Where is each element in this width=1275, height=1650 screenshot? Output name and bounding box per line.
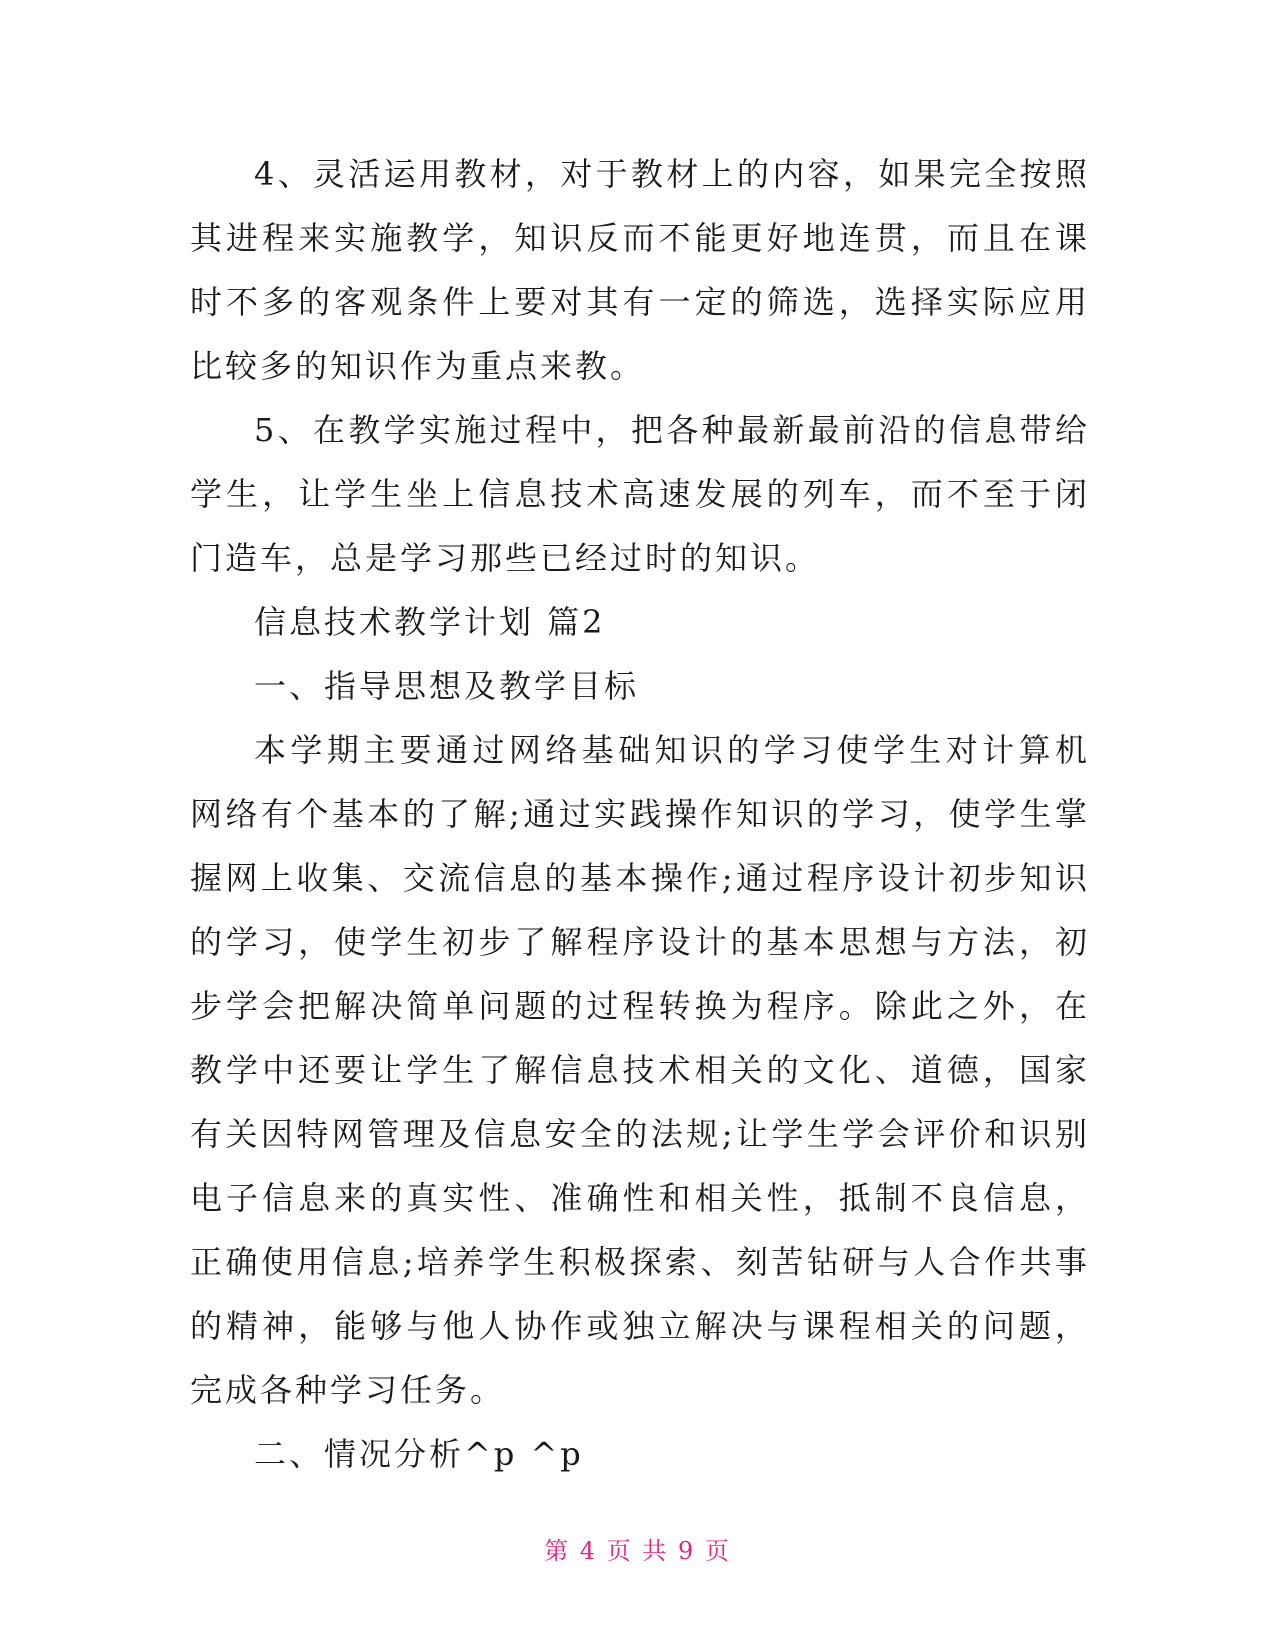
page-footer: [0, 1531, 1275, 1566]
paragraph-objectives: 本学期主要通过网络基础知识的学习使学生对计算机网络有个基本的了解;通过实践操作知识的学习，使学生掌握网上收集、交流信息的基本操作;通过程序设计初步知识的学习，使学生初步了解程序设计的基本思想与方法，初步学会把解决简单问题的过程转换为程序。除此之外，在教学中还要让学生了解信息技术相关的文化、道德，国家有关因特网管理及信息安全的法规;让学生学会评价和识别电子信息来的真实性、准确性和相关性，抵制不良信息，正确使用信息;培养学生积极探索、刻苦钻研与人合作共事的精神，能够与他人协作或独立解决与课程相关的问题，完成各种学习任务。: [190, 731, 1090, 1409]
paragraph-item-4: 4、灵活运用教材，对于教材上的内容，如果完全按照其进程来实施教学，知识反而不能更好地连贯，而且在课时不多的客观条件上要对其有一定的筛选，选择实际应用比较多的知识作为重点来教。: [190, 155, 1090, 385]
heading-situation-analysis: 二、情况分析^p ^p: [254, 1435, 584, 1473]
heading-guiding-ideology: 一、指导思想及教学目标: [254, 667, 640, 705]
document-body: [190, 142, 1090, 1486]
section-title: 信息技术教学计划 篇2: [254, 603, 606, 641]
paragraph-item-5: 5、在教学实施过程中，把各种最新最前沿的信息带给学生，让学生坐上信息技术高速发展的列车，而不至于闭门造车，总是学习那些已经过时的知识。: [190, 411, 1090, 577]
page-number: 第 4 页 共 9 页: [544, 1537, 731, 1565]
